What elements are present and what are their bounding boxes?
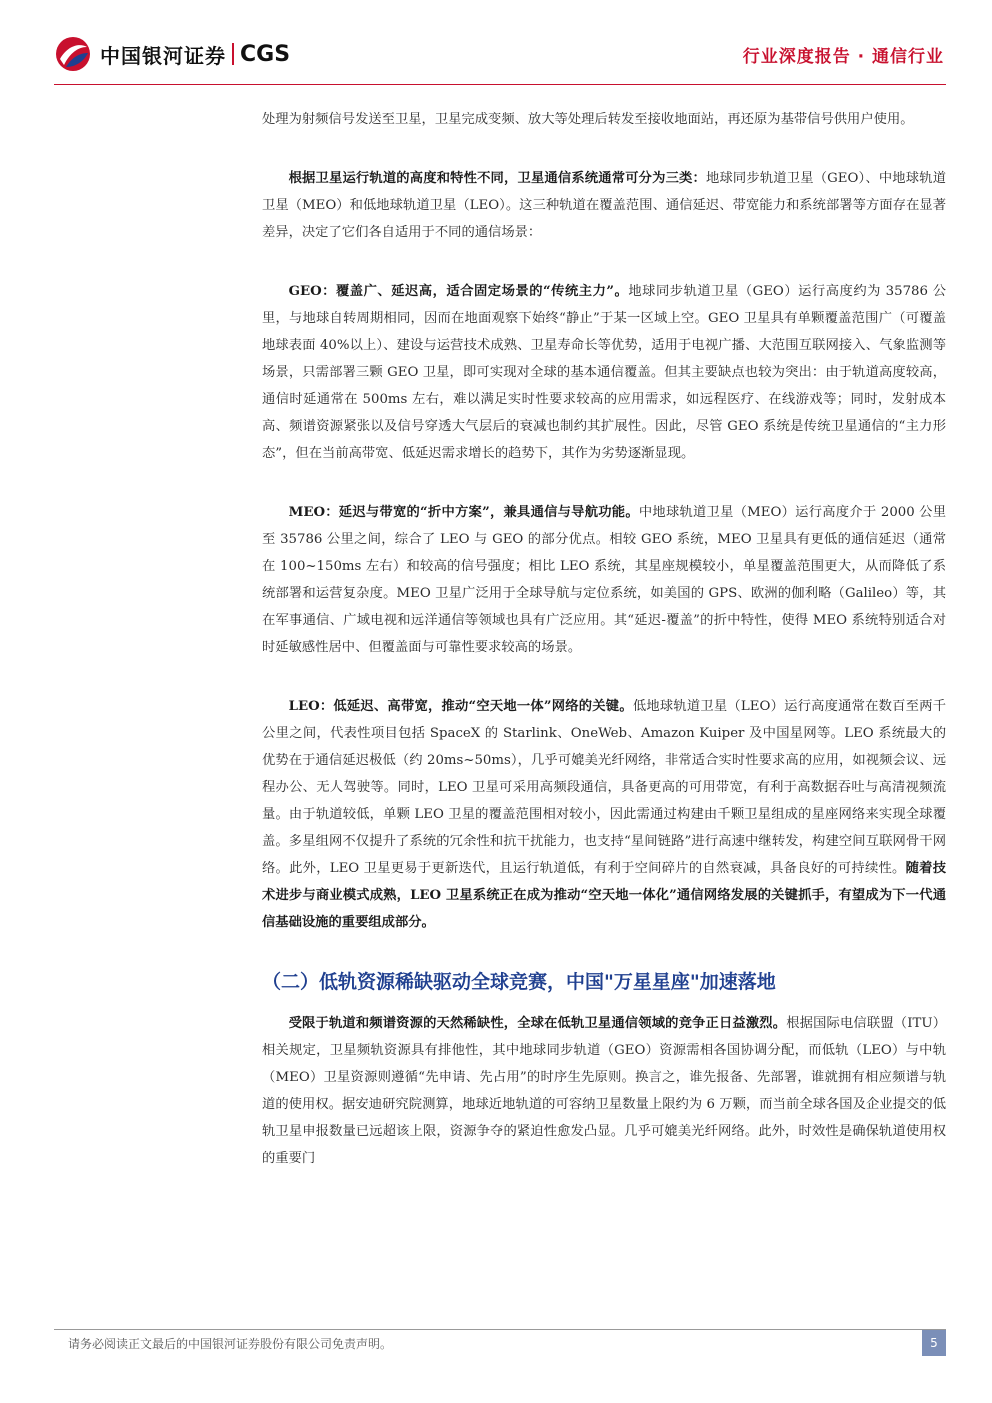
- paragraph-text: 地球同步轨道卫星（GEO）运行高度约为 35786 公里，与地球自转周期相同，因而在地面观察下始终“静止”于某一区域上空。GEO 卫星具有单颗覆盖范围广（可覆盖地球表面 40%以上）、建设与运营技术成熟、卫星寿命长等优势，适用于电视广播、大范围互联网接入、气象监测等场景，只需部署三颗 GEO 卫星，即可实现对全球的基本通信覆盖。但其主要缺点也较为突出：由于轨道高度较高，通信时延通常在 500ms 左右，难以满足实时性要求较高的应用需求，如远程医疗、在线游戏等；同时，发射成本高、频谱资源紧张以及信号穿透大气层后的衰减也制约其扩展性。因此，尽管 GEO 系统是传统卫星通信的“主力形态”，但在当前高带宽、低延迟需求增长的趋势下，其作为劣势逐渐显现。: [262, 284, 947, 461]
- header-divider: [54, 84, 946, 85]
- paragraph-text: 处理为射频信号发送至卫星，卫星完成变频、放大等处理后转发至接收地面站，再还原为基带信号供用户使用。: [262, 112, 914, 127]
- section-heading: （二）低轨资源稀缺驱动全球竞赛，中国"万星星座"加速落地: [262, 971, 776, 993]
- paragraph-text: 中地球轨道卫星（MEO）运行高度介于 2000 公里至 35786 公里之间，综合了 LEO 与 GEO 的部分优点。相较 GEO 系统，MEO 卫星具有更低的通信延迟（通常在 100~150ms 左右）和较高的信号强度；相比 LEO 系统，其星座规模较小，单星覆盖范围更大，从而降低了系统部署和运营复杂度。MEO 卫星广泛用于全球导航与定位系统，如美国的 GPS、欧洲的伽利略（Galileo）等，其在军事通信、广域电视和远洋通信等领域也具有广泛应用。其“延迟-覆盖”的折中特性，使得 MEO 系统特别适合对时延敏感性居中、但覆盖面与可靠性要求较高的场景。: [262, 505, 947, 655]
- paragraph-intro: [262, 106, 946, 133]
- paragraph-text: 地球同步轨道卫星（GEO）、中地球轨道卫星（MEO）和低地球轨道卫星（LEO）。这三种轨道在覆盖范围、通信延迟、带宽能力和系统部署等方面存在显著差异，决定了它们各自适用于不同的通信场景：: [262, 171, 946, 240]
- paragraph-orbit-types: [262, 165, 946, 246]
- paragraph-meo: [262, 499, 946, 661]
- paragraph-bold-tail: 随着技术进步与商业模式成熟，LEO 卫星系统正在成为推动“空天地一体化”通信网络发展的关键抓手，有望成为下一代通信基础设施的重要组成部分。: [262, 861, 947, 930]
- page-number: 5: [922, 1330, 946, 1356]
- paragraph-leo: [262, 693, 946, 936]
- footer-disclaimer: 请务必阅读正文最后的中国银河证券股份有限公司免责声明。: [68, 1337, 393, 1351]
- logo-divider: [232, 43, 234, 65]
- page-header: [0, 0, 992, 84]
- paragraph-geo: [262, 278, 946, 467]
- footer-divider: [54, 1329, 946, 1330]
- paragraph-lead: 根据卫星运行轨道的高度和特性不同，卫星通信系统通常可分为三类：: [288, 171, 706, 186]
- logo-english-text: CGS: [240, 41, 291, 67]
- paragraph-lead: GEO：覆盖广、延迟高，适合固定场景的“传统主力”。: [288, 284, 629, 299]
- company-logo: [54, 32, 290, 76]
- main-content: [262, 106, 946, 1204]
- paragraph-competition: [262, 1010, 946, 1172]
- paragraph-text: 低地球轨道卫星（LEO）运行高度通常在数百至两千公里之间，代表性项目包括 SpaceX 的 Starlink、OneWeb、Amazon Kuiper 及中国星网等。LEO 系统最大的优势在于通信延迟极低（约 20ms~50ms），几乎可媲美光纤网络，非常适合实时性要求高的应用，如视频会议、远程办公、无人驾驶等。同时，LEO 卫星可采用高频段通信，具备更高的可用带宽，有利于高数据吞吐与高清视频流量。由于轨道较低，单颗 LEO 卫星的覆盖范围相对较小，因此需通过构建由千颗卫星组成的星座网络来实现全球覆盖。多星组网不仅提升了系统的冗余性和抗干扰能力，也支持“星间链路”进行高速中继转发，构建空间互联网骨干网络。此外，LEO 卫星更易于更新迭代，且运行轨道低，有利于空间碎片的自然衰减，具备良好的可持续性。: [262, 699, 947, 876]
- paragraph-text: 根据国际电信联盟（ITU）相关规定，卫星频轨资源具有排他性，其中地球同步轨道（GEO）资源需相各国协调分配，而低轨（LEO）与中轨（MEO）卫星资源则遵循“先申请、先占用”的时序生先原则。换言之，谁先报备、先部署，谁就拥有相应频谱与轨道的使用权。据安迪研究院测算，地球近地轨道的可容纳卫星数量上限约为 6 万颗，而当前全球各国及企业提交的低轨卫星申报数量已远超该上限，资源争夺的紧迫性愈发凸显。几乎可媲美光纤网络。此外，时效性是确保轨道使用权的重要门: [262, 1016, 947, 1166]
- report-type-label: 行业深度报告 · 通信行业: [742, 47, 944, 67]
- galaxy-logo-icon: [54, 35, 92, 73]
- paragraph-lead: 受限于轨道和频谱资源的天然稀缺性，全球在低轨卫星通信领域的竞争正日益激烈。: [288, 1016, 787, 1031]
- paragraph-lead: MEO：延迟与带宽的“折中方案”，兼具通信与导航功能。: [288, 505, 639, 520]
- logo-chinese-text: 中国银河证券: [100, 43, 226, 68]
- paragraph-lead: LEO：低延迟、高带宽，推动“空天地一体”网络的关键。: [288, 699, 633, 714]
